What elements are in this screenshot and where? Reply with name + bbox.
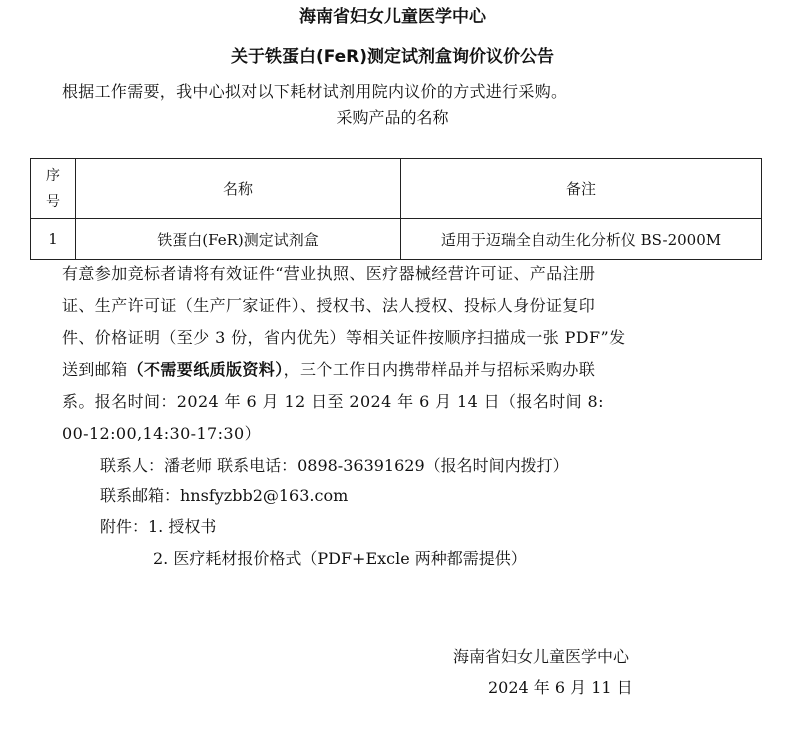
attachment-line-1: 附件：1. 授权书	[100, 517, 217, 536]
body-line-1: 有意参加竞标者请将有效证件“营业执照、医疗器械经营许可证、产品注册	[62, 264, 596, 283]
org-title: 海南省妇女儿童医学中心	[299, 7, 486, 27]
table-row	[31, 219, 762, 260]
body-line-4	[62, 359, 595, 381]
header-no-label: 序号	[46, 167, 60, 210]
signature-date: 2024 年 6 月 11 日	[488, 678, 633, 697]
header-name-label: 名称	[222, 180, 253, 198]
header-cell-no	[31, 159, 76, 219]
body-line-5: 系。报名时间：2024 年 6 月 12 日至 2024 年 6 月 14 日（报名时间 8:	[62, 392, 604, 411]
header-cell-note	[401, 159, 762, 219]
header-note-label: 备注	[565, 180, 596, 198]
contact-person-line: 联系人：潘老师 联系电话：0898-36391629（报名时间内拨打）	[100, 456, 569, 475]
row-no-cell: 1	[31, 219, 76, 260]
header-cell-name	[76, 159, 401, 219]
product-list-subheading: 采购产品的名称	[336, 108, 449, 127]
notice-title: 关于铁蛋白(FeR)测定试剂盒询价议价公告	[230, 47, 555, 67]
attachment-line-2: 2. 医疗耗材报价格式（PDF+Excle 两种都需提供）	[153, 549, 527, 568]
contact-email-line: 联系邮箱：hnsfyzbb2@163.com	[100, 486, 349, 505]
body-line-6: 00-12:00,14:30-17:30）	[62, 424, 261, 443]
row-note-cell: 适用于迈瑞全自动生化分析仪 BS-2000M	[401, 219, 762, 260]
no-paper-notice: （不需要纸质版资料）	[127, 360, 284, 379]
row-name-cell: 铁蛋白(FeR)测定试剂盒	[76, 219, 401, 260]
table-header-row	[31, 159, 762, 219]
body-line-4-end: ，三个工作日内携带样品并与招标采购办联	[283, 360, 596, 379]
product-table	[30, 158, 762, 260]
signature-org: 海南省妇女儿童医学中心	[453, 647, 630, 666]
body-line-3: 件、价格证明（至少 3 份，省内优先）等相关证件按顺序扫描成一张 PDF”发	[62, 328, 626, 347]
body-line-2: 证、生产许可证（生产厂家证件）、授权书、法人授权、投标人身份证复印	[62, 296, 596, 315]
intro-paragraph: 根据工作需要，我中心拟对以下耗材试剂用院内议价的方式进行采购。	[62, 82, 568, 101]
body-line-4-start: 送到邮箱	[62, 360, 128, 379]
